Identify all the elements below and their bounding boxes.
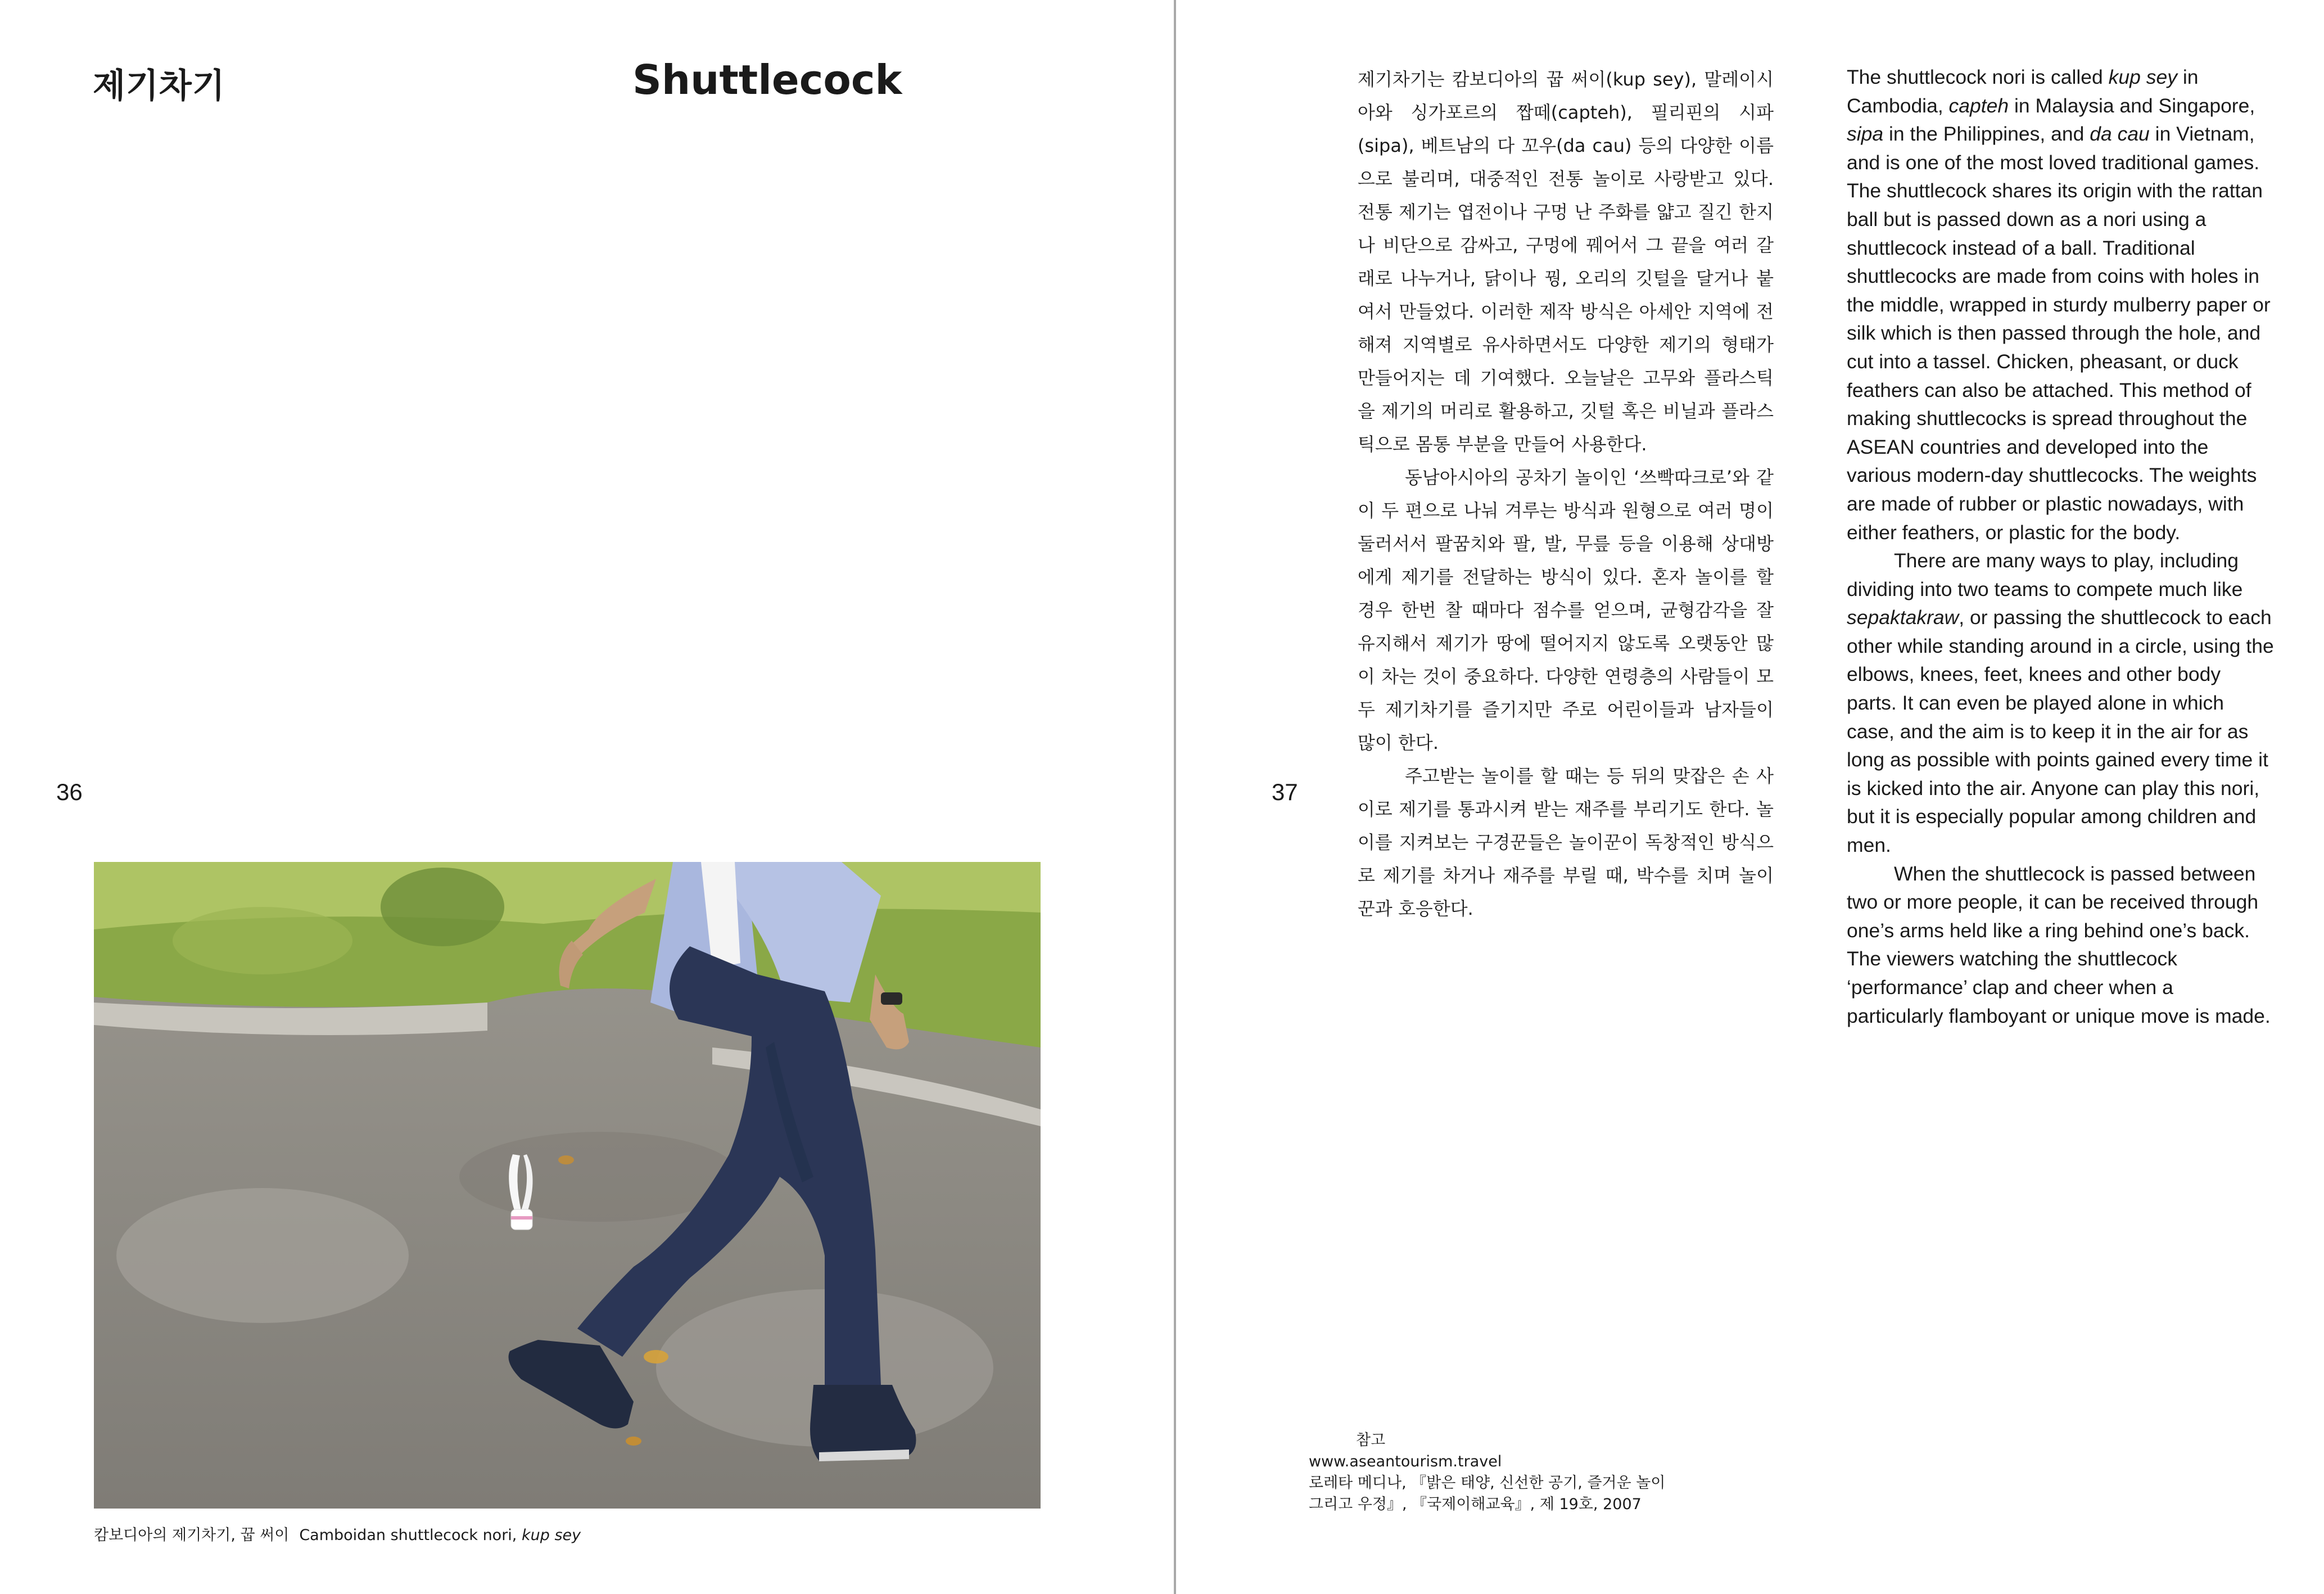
korean-paragraph-3: 주고받는 놀이를 할 때는 등 뒤의 맞잡은 손 사이로 제기를 통과시켜 받는 재주를 부리기도 한다. 놀이를 지켜보는 구경꾼들은 놀이꾼이 독창적인 방식으로 제기를 차거나 재주를 부릴 때, 박수를 치며 놀이꾼과 호응한다.	[1358, 765, 1774, 919]
english-paragraph-2: There are many ways to play, including dividing into two teams to compete much like sepaktakraw, or passing the shuttlecock to each other while standing around in a circle, using the elbows, knees, feet, knees and other body parts. It can even be played alone in which case, and the aim is to keep it in the air for as long as possible with points gained every time it is kicked into the air. Anyone can play this nori, but it is especially popular among children and men.	[1847, 549, 2274, 857]
title-korean: 제기차기	[93, 66, 225, 106]
korean-paragraph-1: 제기차기는 캄보디아의 꿉 써이(kup sey), 말레이시아와 싱가포르의 짭떼(capteh), 필리핀의 시파(sipa), 베트남의 다 꼬우(da cau) 등의 다양한 이름으로 불리며, 대중적인 전통 놀이로 사랑받고 있다. 전통 제기는 엽전이나 구멍 난 주화를 얇고 질긴 한지나 비단으로 감싸고, 구멍에 꿰어서 그 끝을 여러 갈래로 나누거나, 닭이나 꿩, 오리의 깃털을 달거나 붙여서 만들었다. 이러한 제작 방식은 아세안 지역에 전해져 지역별로 유사하면서도 다양한 제기의 형태가 만들어지는 데 기여했다. 오늘날은 고무와 플라스틱을 제기의 머리로 활용하고, 깃털 혹은 비닐과 플라스틱으로 몸통 부분을 만들어 사용한다.	[1358, 69, 1774, 455]
page-number-left: 36	[56, 779, 83, 805]
korean-paragraph-2: 동남아시아의 공차기 놀이인 ‘쓰빡따크로’와 같이 두 편으로 나눠 겨루는 방식과 원형으로 여러 명이 둘러서서 팔꿈치와 팔, 발, 무릎 등을 이용해 상대방에게 제기를 전달하는 방식이 있다. 혼자 놀이를 할 경우 한번 찰 때마다 점수를 얻으며, 균형감각을 잘 유지해서 제기가 땅에 떨어지지 않도록 오랫동안 많이 차는 것이 중요하다. 다양한 연령층의 사람들이 모두 제기차기를 즐기지만 주로 어린이들과 남자들이 많이 한다.	[1358, 467, 1774, 753]
wristwatch	[881, 992, 902, 1005]
page-number-right: 37	[1272, 779, 1298, 805]
title-english: Shuttlecock	[632, 56, 902, 103]
reference-url: www.aseantourism.travel	[1309, 1453, 1502, 1470]
page-gutter	[1174, 0, 1176, 1594]
english-text-column	[1847, 63, 2274, 1030]
references-heading: 참고	[1356, 1432, 1386, 1449]
fallen-leaf	[644, 1350, 668, 1363]
photo-illustration	[94, 862, 1041, 1509]
photo-caption	[94, 1523, 581, 1545]
references	[1309, 1430, 1665, 1515]
shuttlecock-photo	[94, 862, 1041, 1509]
bush	[381, 868, 504, 946]
korean-text-column	[1358, 63, 1774, 925]
english-paragraph-1: The shuttlecock nori is called kup sey in Cambodia, capteh in Malaysia and Singapore, sipa in the Philippines, and da cau in Vietnam, and is one of the most loved traditional games. The shuttlecock shares its origin with the rattan ball but is passed down as a nori using a shuttlecock instead of a ball. Traditional shuttlecocks are made from coins with holes in the middle, wrapped in sturdy mulberry paper or silk which is then passed through the hole, and cut into a tassel. Chicken, pheasant, or duck feathers can also be attached. This method of making shuttlecocks is spread throughout the ASEAN countries and developed into the various modern-day shuttlecocks. The weights are made of rubber or plastic nowadays, with either feathers, or plastic for the body.	[1847, 66, 2271, 544]
caption-english: Camboidan shuttlecock nori,	[299, 1527, 522, 1544]
reference-citation-line-1: 로레타 메디나, 『밝은 태양, 신선한 공기, 즐거운 놀이	[1309, 1474, 1666, 1492]
english-paragraph-3: When the shuttlecock is passed between two or more people, it can be received through one’s arms held like a ring behind one’s back. The viewers watching the shuttlecock ‘performance’ clap and cheer when a particularly flamboyant or unique move is made.	[1847, 862, 2271, 1027]
reference-citation-line-2: 그리고 우정』, 『국제이해교육』, 제 19호, 2007	[1309, 1496, 1642, 1513]
caption-korean: 캄보디아의 제기차기, 꿉 써이	[94, 1527, 290, 1544]
caption-english-italic: kup sey	[521, 1527, 581, 1544]
